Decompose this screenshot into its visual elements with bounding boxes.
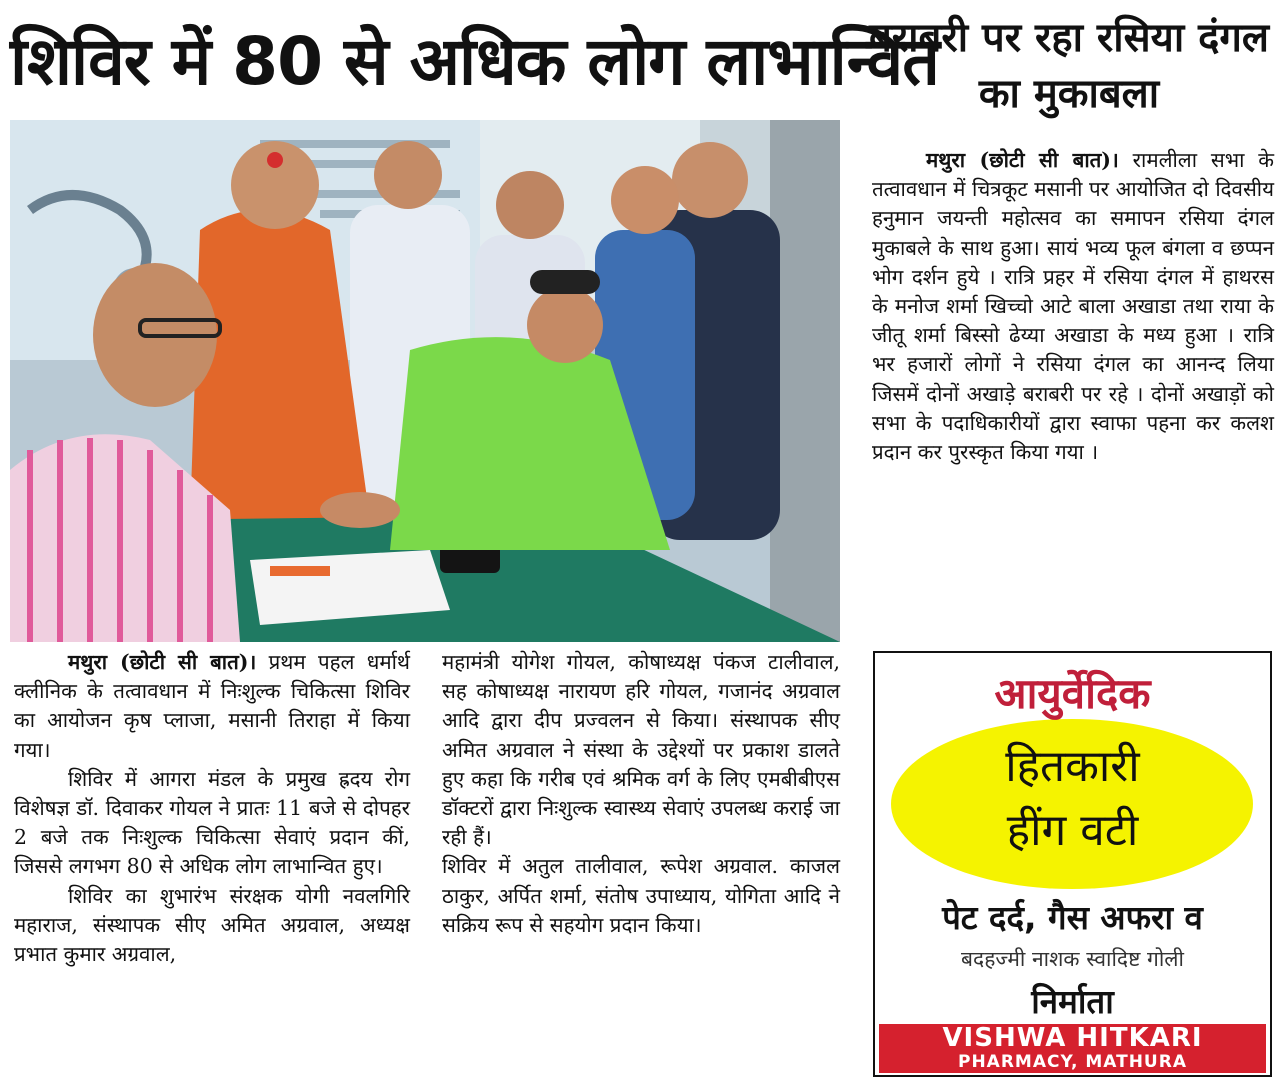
left-story-column-1: [14, 648, 410, 1078]
paragraph: महामंत्री योगेश गोयल, कोषाध्यक्ष पंकज टालीवाल, सह कोषाध्यक्ष नारायण हरि गोयल, गजानंद अग्रवाल आदि द्वारा दीप प्रज्वलन से किया। संस्थापक सीए अमित अग्रवाल ने संस्था के उद्देश्यों पर प्रकाश डालते हुए कहा कि गरीब एवं श्रमिक वर्ग के लिए एमबीबीएस डॉक्टरों द्वारा निःशुल्क स्वास्थ्य सेवाएं उपलब्ध कराई जा रही हैं।: [442, 650, 840, 850]
paragraph: शिविर में अतुल तालीवाल, रूपेश अग्रवाल. काजल ठाकुर, अर्पित शर्मा, संतोष उपाध्याय, योगिता आदि ने सक्रिय रूप से सहयोग प्रदान किया।: [442, 854, 840, 937]
ad-title: आयुर्वेदिक: [994, 669, 1151, 718]
ad-description: पेट दर्द, गैस अफरा व: [942, 898, 1203, 937]
photo-illustration: [10, 120, 840, 642]
paragraph: प्रथम पहल धर्मार्थ क्लीनिक के तत्वावधान में निःशुल्क चिकित्सा शिविर का आयोजन कृष प्लाजा, मसानी तिराहा में किया गया।: [14, 650, 411, 762]
ad-subdescription: बदहज्मी नाशक स्वादिष्ट गोली: [961, 947, 1184, 971]
left-headline: शिविर में 80 से अधिक लोग लाभान्वित: [10, 23, 939, 100]
ad-maker-label: निर्माता: [1031, 982, 1114, 1021]
news-photo: [10, 120, 840, 642]
right-story-body: [872, 146, 1274, 642]
right-headline: बराबरी पर रहा रसिया दंगल का मुकाबला: [868, 15, 1270, 117]
dateline: मथुरा (छोटी सी बात)।: [68, 650, 257, 674]
left-story-column-2: [442, 648, 840, 1078]
ad-company-name: VISHWA HITKARI: [942, 1023, 1203, 1053]
ad-company-band: [879, 1024, 1266, 1073]
paragraph: शिविर का शुभारंभ संरक्षक योगी नवलगिरि महाराज, संस्थापक सीए अमित अग्रवाल, अध्यक्ष प्रभात कुमार अग्रवाल,: [14, 883, 410, 967]
advertisement: [873, 651, 1272, 1077]
dateline: मथुरा (छोटी सी बात)।: [926, 148, 1119, 172]
paragraph: शिविर में आगरा मंडल के प्रमुख ह्रदय रोग विशेषज्ञ डॉ. दिवाकर गोयल ने प्रातः 11 बजे से दोपहर 2 बजे तक निःशुल्क चिकित्सा सेवाएं प्रदान कीं, जिससे लगभग 80 से अधिक लोग लाभान्वित हुए।: [14, 766, 410, 879]
ad-product-name-line1: हितकारी: [1005, 741, 1140, 792]
ad-product-name-line2: हींग वटी: [1006, 805, 1139, 856]
paragraph: रामलीला सभा के तत्वावधान में चित्रकूट मसानी पर आयोजित दो दिवसीय हनुमान जयन्ती महोत्सव का समापन रसिया दंगल मुकाबले के साथ हुआ। सायं भव्य फूल बंगला व छप्पन भोग दर्शन हुये । रात्रि प्रहर में रसिया दंगल में हाथरस के मनोज शर्मा खिच्चो आटे बाला अखाडा तथा राया के जीतू शर्मा बिस्सो ढेय्या अखाडा के मध्य हुआ । रात्रि भर हजारों लोगों ने रसिया दंगल का आनन्द लिया जिसमें दोनों अखाड़े बराबरी पर रहे । दोनों अखाड़ों को सभा के पदाधिकारीयों द्वारा स्वाफा पहना कर कलश प्रदान कर पुरस्कृत किया गया ।: [872, 148, 1274, 465]
ad-company-location: PHARMACY, MATHURA: [958, 1052, 1187, 1072]
